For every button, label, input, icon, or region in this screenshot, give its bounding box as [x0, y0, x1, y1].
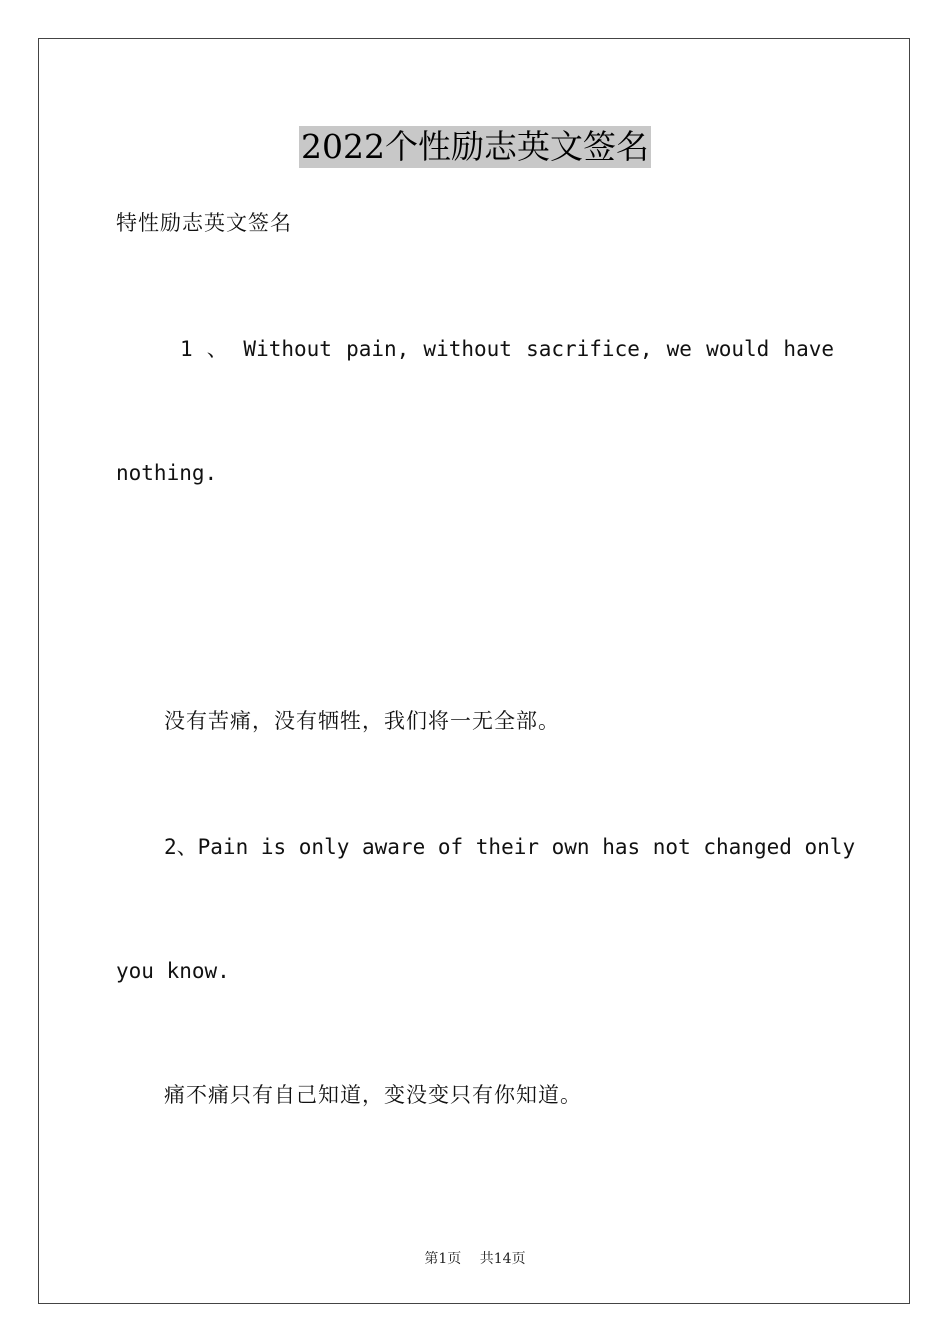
paragraph-1-line-2: nothing.: [116, 461, 218, 485]
page-footer: [0, 1248, 950, 1268]
paragraph-4-line-1: 痛不痛只有自己知道，变没变只有你知道。: [164, 1083, 582, 1107]
paragraph-2-line-1: 没有苦痛，没有牺牲，我们将一无全部。: [164, 709, 560, 733]
paragraph-3-line-1: 2、Pain is only aware of their own has not changed only: [164, 835, 856, 859]
paragraph-3-line-2: you know.: [116, 959, 230, 983]
document-subtitle: 特性励志英文签名: [116, 211, 292, 235]
paragraph-1-line-1: 1 、 Without pain, without sacrifice, we would have: [180, 337, 834, 361]
title-container: [0, 126, 950, 168]
document-title: 2022个性励志英文签名: [301, 127, 649, 166]
page-total: 共14页: [479, 1251, 526, 1267]
page-number: 第1页: [424, 1251, 462, 1267]
